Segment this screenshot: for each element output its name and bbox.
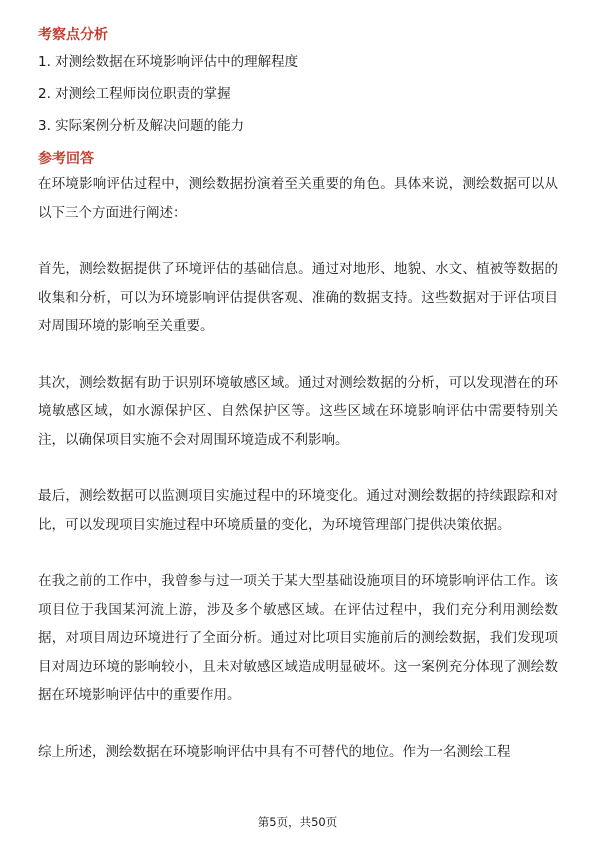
answer-paragraph-summary: 综上所述，测绘数据在环境影响评估中具有不可替代的地位。作为一名测绘工程 bbox=[38, 743, 511, 760]
exam-points-list bbox=[38, 52, 558, 136]
answer-paragraph-first: 首先，测绘数据提供了环境评估的基础信息。通过对地形、地貌、水文、植被等数据的收集和分析，可以为环境影响评估提供客观、准确的数据支持。这些数据对于评估项目对周围环境的影响至关重要。 bbox=[38, 261, 558, 334]
answer-paragraph-case: 在我之前的工作中，我曾参与过一项关于某大型基础设施项目的环境影响评估工作。该项目位于我国某河流上游，涉及多个敏感区域。在评估过程中，我们充分利用测绘数据，对项目周边环境进行了全面分析。通过对比项目实施前后的测绘数据，我们发现项目对周边环境的影响较小，且未对敏感区域造成明显破坏。这一案例充分体现了测绘数据在环境影响评估中的重要作用。 bbox=[38, 573, 558, 703]
answer-paragraph-intro: 在环境影响评估过程中，测绘数据扮演着至关重要的角色。具体来说，测绘数据可以从以下三个方面进行阐述： bbox=[38, 176, 558, 221]
exam-point-item: 1. 对测绘数据在环境影响评估中的理解程度 bbox=[38, 54, 299, 70]
exam-point-item: 2. 对测绘工程师岗位职责的掌握 bbox=[38, 86, 231, 102]
answer-paragraph-second: 其次，测绘数据有助于识别环境敏感区域。通过对测绘数据的分析，可以发现潜在的环境敏感区域，如水源保护区、自然保护区等。这些区域在环境影响评估中需要特别关注，以确保项目实施不会对周围环境造成不利影响。 bbox=[38, 374, 558, 448]
exam-point-item: 3. 实际案例分析及解决问题的能力 bbox=[38, 118, 245, 134]
answer-paragraph-third: 最后，测绘数据可以监测项目实施过程中的环境变化。通过对测绘数据的持续跟踪和对比，可以发现项目实施过程中环境质量的变化，为环境管理部门提供决策依据。 bbox=[38, 488, 558, 533]
answer-heading: 参考回答 bbox=[38, 151, 94, 167]
page-content bbox=[38, 22, 558, 766]
exam-points-heading: 考察点分析 bbox=[38, 27, 108, 43]
page-number: 第5页，共50页 bbox=[257, 815, 338, 829]
